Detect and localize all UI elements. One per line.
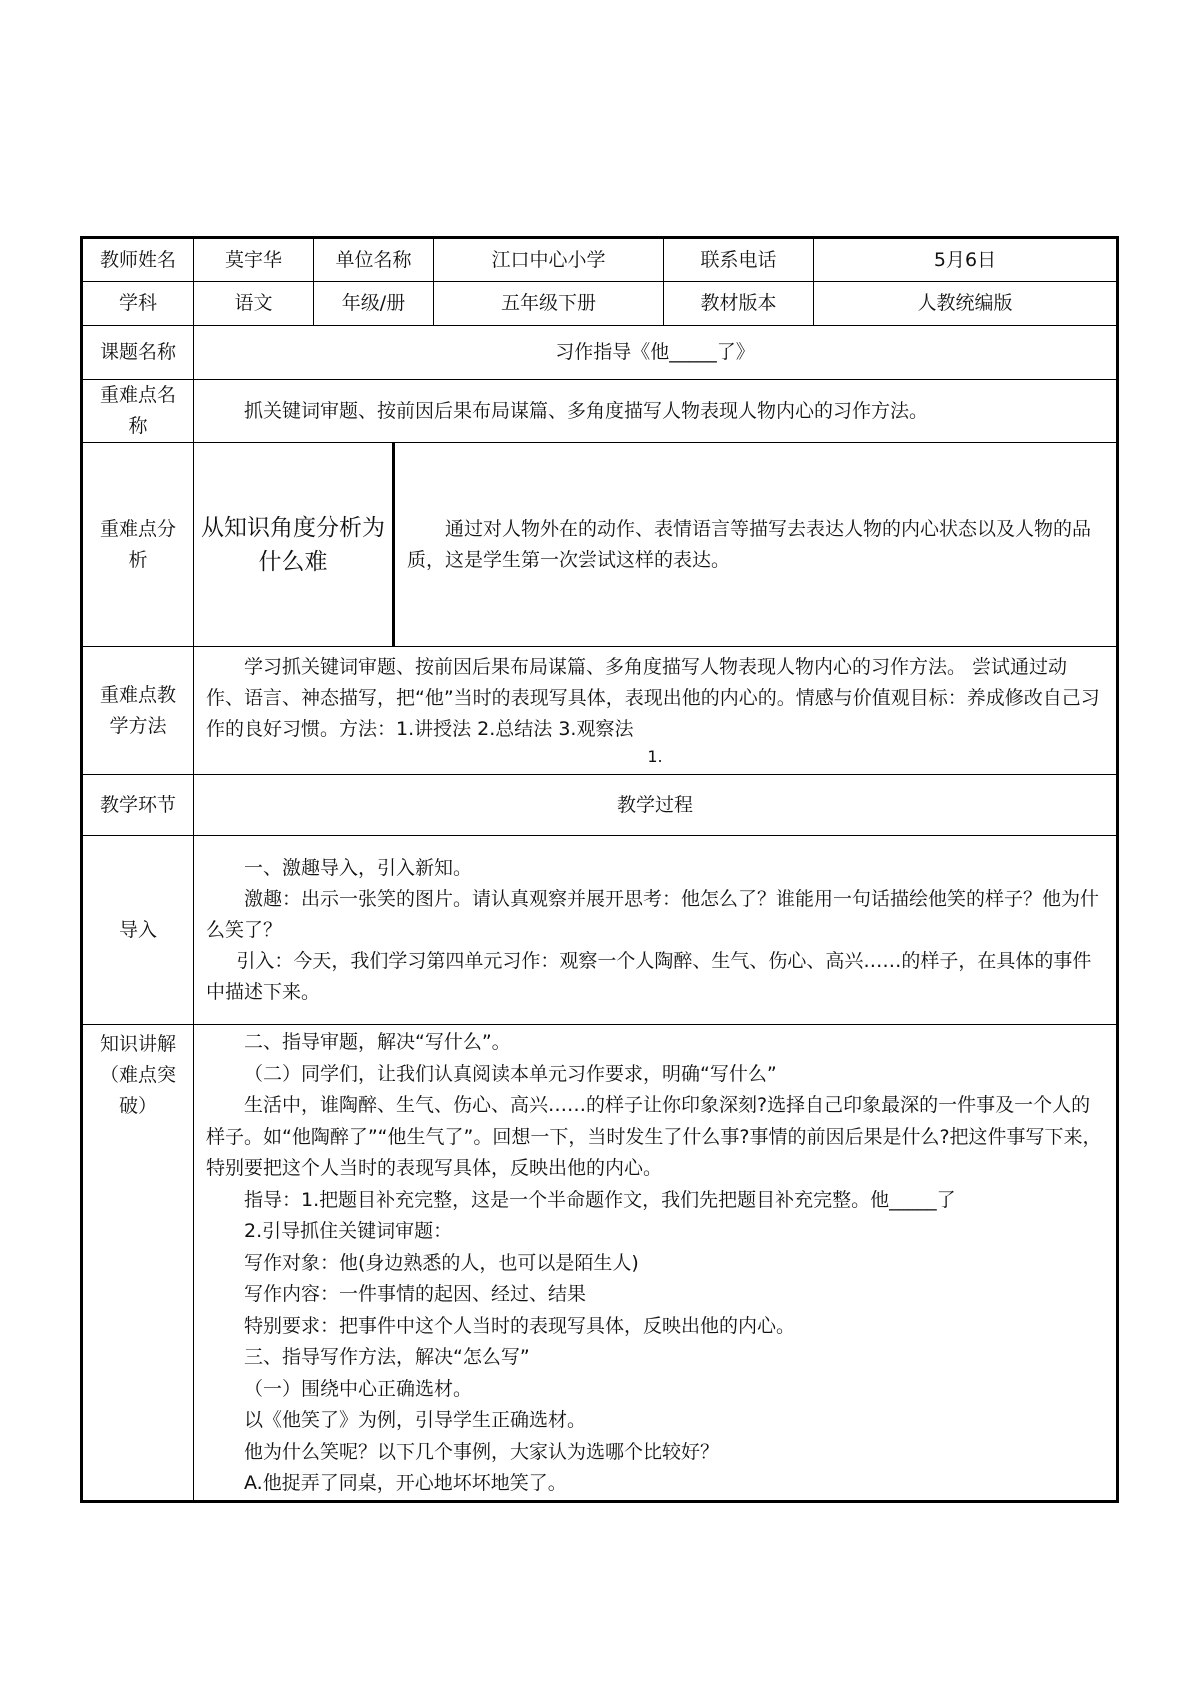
topic-row [82,326,1118,380]
method-label: 重难点教学方法 [82,647,194,775]
knowledge-line: 二、指导审题，解决“写什么”。 [244,1031,511,1053]
knowledge-line: 写作内容：一件事情的起因、经过、结果 [244,1283,587,1305]
knowledge-line: 三、指导写作方法，解决“怎么写” [244,1346,530,1368]
knowledge-line: 生活中，谁陶醉、生气、伤心、高兴……的样子让你印象深刻?选择自己印象最深的一件事及一个人的样子。如“他陶醉了”“他生气了”。回想一下，当时发生了什么事?事情的前因后果是什么?把这件事写下来，特别要把这个人当时的表现写具体，反映出他的内心。 [206,1094,1102,1179]
knowledge-row [82,1025,1118,1502]
knowledge-line: 他为什么笑呢？以下几个事例，大家认为选哪个比较好？ [244,1440,720,1463]
unit-name: 江口中心小学 [434,238,664,282]
intro-line: 一、激趣导入，引入新知。 [244,856,473,879]
intro-row [82,836,1118,1025]
intro-line: 激趣：出示一张笑的图片。请认真观察并展开思考：他怎么了？谁能用一句话描绘他笑的样子？他为什么笑了？ [206,887,1100,941]
analysis-sub-label: 从知识角度分析为什么难 [194,443,395,646]
analysis-text: 通过对人物外在的动作、表情语言等描写去表达人物的内心状态以及人物的品质，这是学生第一次尝试这样的表达。 [407,517,1092,571]
header-row-2 [82,282,1118,326]
knowledge-line: （二）同学们，让我们认真阅读本单元习作要求，明确“写什么” [244,1062,777,1085]
grade-label: 年级/册 [314,282,434,326]
knowledge-line: 指导：1.把题目补充完整，这是一个半命题作文，我们先把题目补充完整。他_____了 [244,1188,956,1211]
process-value: 教学过程 [194,775,1118,836]
lesson-plan-document [80,236,1116,1503]
phone-value: 5月6日 [814,238,1118,282]
topic-label: 课题名称 [82,326,194,380]
knowledge-label: 知识讲解（难点突破） [82,1025,194,1502]
method-cell [194,647,1118,775]
subject-value: 语文 [194,282,314,326]
intro-cell [194,836,1118,1025]
knowledge-cell [194,1025,1118,1502]
topic-value: 习作指导《他_____了》 [194,326,1118,380]
edition-label: 教材版本 [664,282,814,326]
key-points-label: 重难点名称 [82,380,194,443]
lesson-plan-table [80,236,1119,1503]
knowledge-line: 写作对象：他(身边熟悉的人，也可以是陌生人) [244,1251,639,1274]
teacher-label: 教师姓名 [82,238,194,282]
key-points-row [82,380,1118,443]
analysis-label: 重难点分析 [82,443,194,647]
process-label: 教学环节 [82,775,194,836]
key-points-text: 抓关键词审题、按前因后果布局谋篇、多角度描写人物表现人物内心的习作方法。 [244,399,929,422]
knowledge-line: 2.引导抓住关键词审题： [244,1220,453,1242]
analysis-text-wrap [395,443,1116,646]
knowledge-line: 以《他笑了》为例，引导学生正确选材。 [244,1409,587,1431]
knowledge-line: （一）围绕中心正确选材。 [244,1377,473,1400]
method-row [82,647,1118,775]
unit-label: 单位名称 [314,238,434,282]
phone-label: 联系电话 [664,238,814,282]
teacher-name: 莫宇华 [194,238,314,282]
method-text: 学习抓关键词审题、按前因后果布局谋篇、多角度描写人物表现人物内心的习作方法。 尝试通过动作、语言、神态描写，把“他”当时的表现写具体，表现出他的内心的。情感与价值观目标：养成修改自己习作的良好习惯。方法：1.讲授法 2.总结法 3.观察法 [206,656,1100,740]
method-footnote: 1. [647,747,663,766]
grade-value: 五年级下册 [434,282,664,326]
analysis-cell [194,443,1118,647]
analysis-row [82,443,1118,647]
intro-line: 引入：今天，我们学习第四单元习作：观察一个人陶醉、生气、伤心、高兴……的样子，在具体的事件中描述下来。 [206,949,1092,1003]
knowledge-line: A.他捉弄了同桌，开心地坏坏地笑了。 [244,1472,567,1494]
header-row-1 [82,238,1118,282]
key-points-cell [194,380,1118,443]
subject-label: 学科 [82,282,194,326]
intro-label: 导入 [82,836,194,1025]
process-header-row [82,775,1118,836]
knowledge-line: 特别要求：把事件中这个人当时的表现写具体，反映出他的内心。 [244,1314,796,1337]
edition-value: 人教统编版 [814,282,1118,326]
